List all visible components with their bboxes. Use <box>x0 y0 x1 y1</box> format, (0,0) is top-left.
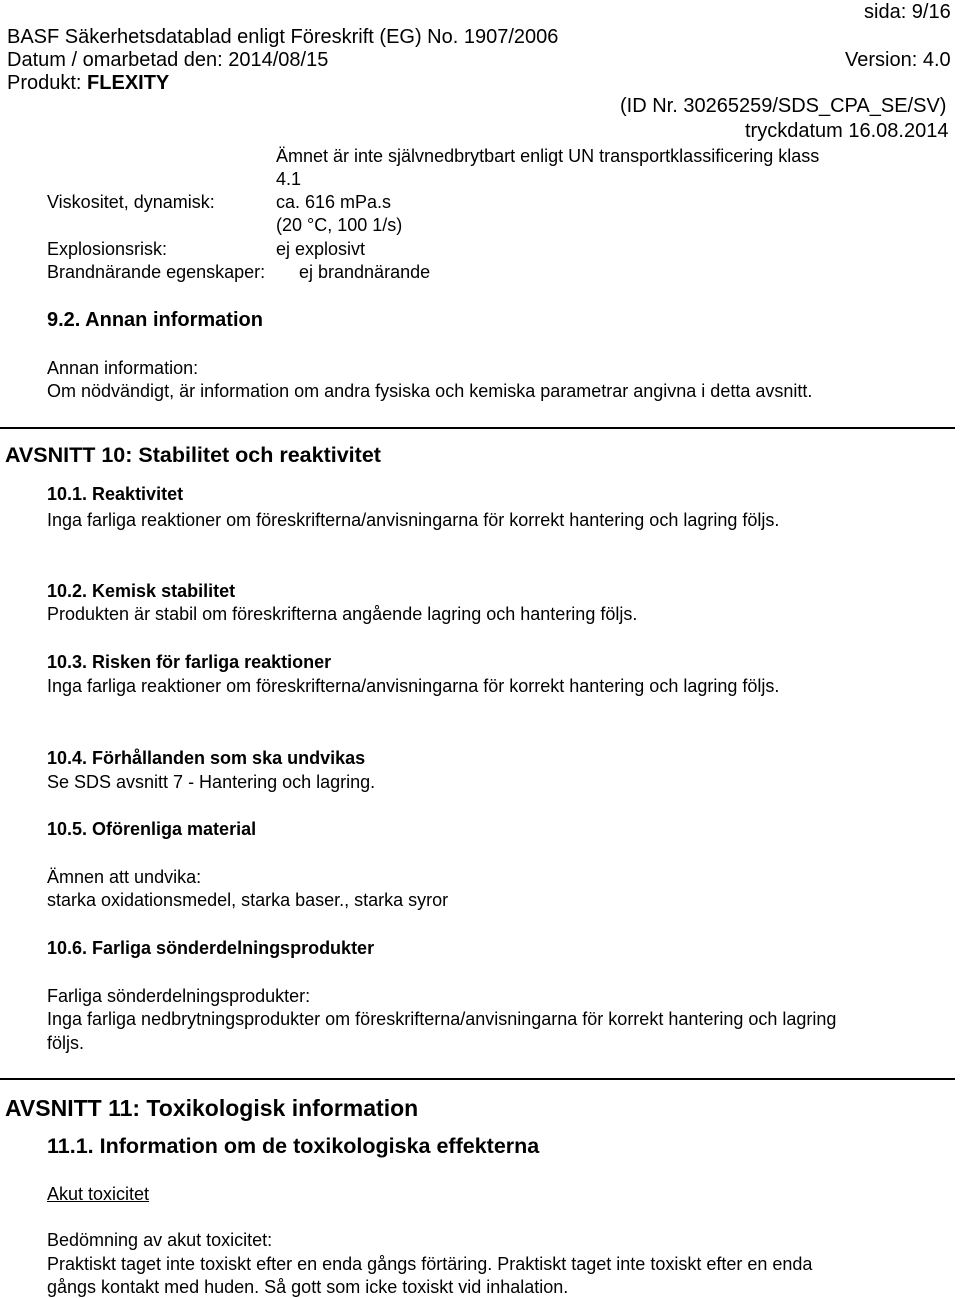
section-10-6-label: Farliga sönderdelningsprodukter: <box>47 986 311 1006</box>
section-10-6-text-line2: följs. <box>47 1033 85 1053</box>
section-11-heading: AVSNITT 11: Toxikologisk information <box>5 1095 419 1121</box>
acute-toxicity-subheading: Akut toxicitet <box>47 1184 150 1204</box>
explosion-value: ej explosivt <box>276 239 366 259</box>
viscosity-value: ca. 616 mPa.s <box>276 192 392 212</box>
section-10-1-text: Inga farliga reaktioner om föreskrifterna/anvisningarna för korrekt hantering och lagring följs. <box>47 510 780 530</box>
section-10-1-heading: 10.1. Reaktivitet <box>47 484 184 504</box>
section-10-5-heading: 10.5. Oförenliga material <box>47 819 257 839</box>
section-10-6-text-line1: Inga farliga nedbrytningsprodukter om föreskrifterna/anvisningarna för korrekt hantering och lagring <box>47 1009 837 1029</box>
section-10-4-text: Se SDS avsnitt 7 - Hantering och lagring. <box>47 772 376 792</box>
section-10-2-text: Produkten är stabil om föreskrifterna angående lagring och hantering följs. <box>47 604 638 624</box>
section-10-heading: AVSNITT 10: Stabilitet och reaktivitet <box>5 443 381 467</box>
page-number: sida: 9/16 <box>864 1 951 23</box>
acute-toxicity-text-line2: gångs kontakt med huden. Så gott som icke toxiskt vid inhalation. <box>47 1277 569 1297</box>
section-9-2-label: Annan information: <box>47 358 199 378</box>
transport-text-line1: Ämnet är inte självnedbrytbart enligt UN transportklassificering klass <box>276 146 820 166</box>
product-line <box>7 71 169 95</box>
section-10-6-heading: 10.6. Farliga sönderdelningsprodukter <box>47 938 375 958</box>
acute-toxicity-label: Bedömning av akut toxicitet: <box>47 1230 273 1250</box>
product-label: Produkt: <box>7 72 88 94</box>
section-10-4-heading: 10.4. Förhållanden som ska undvikas <box>47 748 366 768</box>
document-id: (ID Nr. 30265259/SDS_CPA_SE/SV) <box>620 95 947 117</box>
section-9-2-heading: 9.2. Annan information <box>47 309 263 331</box>
acute-toxicity-text-line1: Praktiskt taget inte toxiskt efter en enda gångs förtäring. Praktiskt taget inte toxiskt efter en enda <box>47 1254 813 1274</box>
section-11-1-heading: 11.1. Information om de toxikologiska effekterna <box>47 1134 540 1158</box>
fire-value: ej brandnärande <box>299 262 431 282</box>
section-10-2-heading: 10.2. Kemisk stabilitet <box>47 581 236 601</box>
version: Version: 4.0 <box>845 49 951 71</box>
viscosity-label: Viskositet, dynamisk: <box>47 192 215 212</box>
product-name: FLEXITY <box>87 72 170 94</box>
viscosity-condition: (20 °C, 100 1/s) <box>276 215 403 235</box>
section-10-3-heading: 10.3. Risken för farliga reaktioner <box>47 652 332 672</box>
section-10-3-text: Inga farliga reaktioner om föreskrifterna/anvisningarna för korrekt hantering och lagring följs. <box>47 676 780 696</box>
revision-date: Datum / omarbetad den: 2014/08/15 <box>7 49 329 71</box>
section-10-5-text: starka oxidationsmedel, starka baser., starka syror <box>47 890 449 910</box>
document-title: BASF Säkerhetsdatablad enligt Föreskrift (EG) No. 1907/2006 <box>7 26 559 48</box>
section-divider <box>0 1078 955 1080</box>
section-9-2-text: Om nödvändigt, är information om andra fysiska och kemiska parametrar angivna i detta avsnitt. <box>47 381 813 401</box>
section-10-5-label: Ämnen att undvika: <box>47 867 202 887</box>
explosion-label: Explosionsrisk: <box>47 239 168 259</box>
section-divider <box>0 427 955 429</box>
print-date: tryckdatum 16.08.2014 <box>745 120 949 142</box>
transport-text-line2: 4.1 <box>276 169 302 189</box>
fire-label: Brandnärande egenskaper: <box>47 262 266 282</box>
